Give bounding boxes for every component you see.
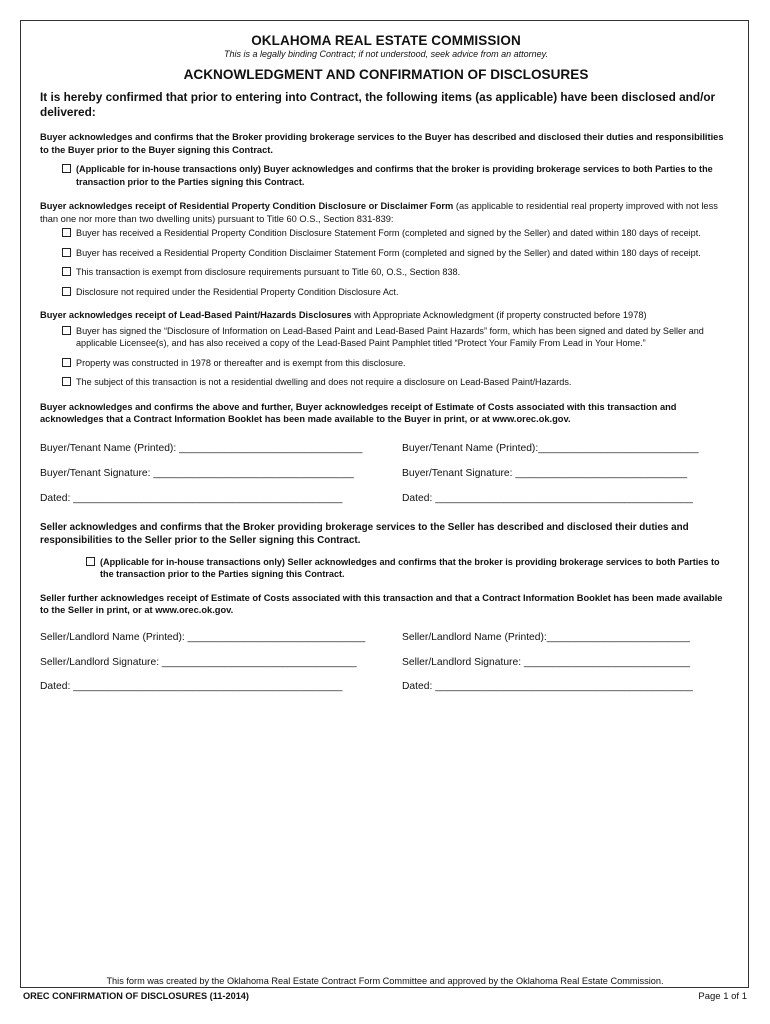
buyer-rpcd-statement <box>40 200 732 225</box>
rpcd-option <box>62 286 732 299</box>
seller-signature-row <box>40 657 732 668</box>
lbp-option-text: Buyer has signed the “Disclosure of Information on Lead-Based Paint and Lead-Based Paint Hazards” form, which has been signed and dated by Seller and applicable Licensee(s), and has also received a copy of the Lead-Based Paint Pamphlet titled “Protect Your Family From Lead in Your Home.” <box>76 325 704 348</box>
rpcd-option-text: Disclosure not required under the Residential Property Condition Disclosure Act. <box>76 286 399 297</box>
seller-name-row <box>40 632 732 643</box>
lbp-option-text: The subject of this transaction is not a residential dwelling and does not require a disclosure on Lead-Based Paint/Hazards. <box>76 377 572 387</box>
lbp-option-text: Property was constructed in 1978 or thereafter and is exempt from this disclosure. <box>76 357 406 368</box>
buyer-inhouse-text: (Applicable for in-house transactions only) Buyer acknowledges and confirms that the broker is providing brokerage services to both Parties to the transaction prior to the Parties signing this Contract. <box>76 164 713 187</box>
commission-title: OKLAHOMA REAL ESTATE COMMISSION <box>251 33 521 48</box>
buyer-dated-field-2[interactable]: Dated: _____________________________________________ <box>402 492 693 504</box>
buyer-name-field-2[interactable]: Buyer/Tenant Name (Printed):____________________________ <box>402 442 699 454</box>
rpcd-option-checkbox[interactable] <box>62 228 71 237</box>
seller-inhouse-text: (Applicable for in-house transactions only) Seller acknowledges and confirms that the broker is providing brokerage services to both Parties to the transaction prior to the Parties signing this Contract. <box>100 556 720 579</box>
buyer-signature-block <box>40 443 732 504</box>
rpcd-option-checkbox[interactable] <box>62 267 71 276</box>
seller-inhouse-row <box>86 556 732 581</box>
form-code: OREC CONFIRMATION OF DISCLOSURES (11-2014) <box>23 991 249 1001</box>
buyer-name-row <box>40 443 732 454</box>
disclosure-form <box>40 33 732 692</box>
buyer-lbp-statement <box>40 309 732 322</box>
buyer-signature-field-2[interactable]: Buyer/Tenant Signature: ______________________________ <box>402 467 688 479</box>
rpcd-option <box>62 247 732 260</box>
seller-signature-field[interactable]: Seller/Landlord Signature: __________________________________ <box>40 656 357 668</box>
buyer-name-field[interactable]: Buyer/Tenant Name (Printed): ________________________________ <box>40 442 363 454</box>
seller-estimate-ack: Seller further acknowledges receipt of Estimate of Costs associated with this transaction and that a Contract Information Booklet has been made available to the Seller in print, or at www.orec.ok.gov. <box>40 592 723 615</box>
buyer-rpcd-bold: Buyer acknowledges receipt of Residential Property Condition Disclosure or Disclaimer Form <box>40 201 454 211</box>
lbp-option-checkbox[interactable] <box>62 326 71 335</box>
rpcd-option <box>62 266 732 279</box>
seller-dated-field[interactable]: Dated: _______________________________________________ <box>40 680 343 692</box>
buyer-signature-field[interactable]: Buyer/Tenant Signature: ___________________________________ <box>40 467 354 479</box>
seller-signature-field-2[interactable]: Seller/Landlord Signature: _____________________________ <box>402 656 690 668</box>
seller-signature-block <box>40 632 732 692</box>
lbp-option-checkbox[interactable] <box>62 358 71 367</box>
page-number: Page 1 of 1 <box>698 991 747 1002</box>
buyer-inhouse-checkbox[interactable] <box>62 164 71 173</box>
seller-dated-row <box>40 681 732 692</box>
lbp-option <box>62 325 732 350</box>
seller-dated-field-2[interactable]: Dated: _____________________________________________ <box>402 680 693 692</box>
intro-statement: It is hereby confirmed that prior to entering into Contract, the following items (as applicable) have been disclosed and/or delivered: <box>40 90 716 119</box>
rpcd-option-checkbox[interactable] <box>62 248 71 257</box>
buyer-lbp-bold: Buyer acknowledges receipt of Lead-Based Paint/Hazards Disclosures <box>40 310 352 320</box>
buyer-dated-row <box>40 493 732 504</box>
rpcd-option-text: Buyer has received a Residential Property Condition Disclaimer Statement Form (completed and signed by the Seller) and dated within 180 days of receipt. <box>76 247 701 258</box>
footer-note: This form was created by the Oklahoma Real Estate Contract Form Committee and approved by the Oklahoma Real Estate Commission. <box>106 976 664 986</box>
buyer-rpcd-rest: (as applicable to residential real property improved with not less than one nor more than two dwelling units) pursuant to Title 60 O.S., Section 831-839: <box>40 201 718 224</box>
lbp-option <box>62 357 732 370</box>
seller-broker-ack: Seller acknowledges and confirms that the Broker providing brokerage services to the Seller has described and disclosed their duties and responsibilities to the Seller prior to the Seller signing this Contract. <box>40 521 689 546</box>
seller-inhouse-checkbox[interactable] <box>86 557 95 566</box>
buyer-lbp-rest: with Appropriate Acknowledgment (if property constructed before 1978) <box>351 310 647 320</box>
rpcd-option-text: Buyer has received a Residential Property Condition Disclosure Statement Form (completed and signed by the Seller) and dated within 180 days of receipt. <box>76 228 701 238</box>
buyer-inhouse-row <box>62 163 732 188</box>
seller-name-field[interactable]: Seller/Landlord Name (Printed): _______________________________ <box>40 631 366 643</box>
form-heading: ACKNOWLEDGMENT AND CONFIRMATION OF DISCLOSURES <box>183 67 589 82</box>
buyer-estimate-ack: Buyer acknowledges and confirms the above and further, Buyer acknowledges receipt of Estimate of Costs associated with this transaction and acknowledges that a Contract Information Booklet has been made available to the Buyer in print, or at www.orec.ok.gov. <box>40 401 677 424</box>
buyer-signature-row <box>40 468 732 479</box>
rpcd-option-checkbox[interactable] <box>62 287 71 296</box>
rpcd-option-text: This transaction is exempt from disclosure requirements pursuant to Title 60, O.S., Section 838. <box>76 267 461 277</box>
legal-notice: This is a legally binding Contract; if not understood, seek advice from an attorney. <box>223 49 548 59</box>
buyer-broker-ack: Buyer acknowledges and confirms that the Broker providing brokerage services to the Buyer has described and disclosed their duties and responsibilities to the Buyer prior to the Buyer signing this Contract. <box>40 132 724 155</box>
buyer-dated-field[interactable]: Dated: _______________________________________________ <box>40 492 343 504</box>
rpcd-option <box>62 227 732 240</box>
seller-name-field-2[interactable]: Seller/Landlord Name (Printed):_________________________ <box>402 631 690 643</box>
lbp-option <box>62 376 732 389</box>
lbp-option-checkbox[interactable] <box>62 377 71 386</box>
